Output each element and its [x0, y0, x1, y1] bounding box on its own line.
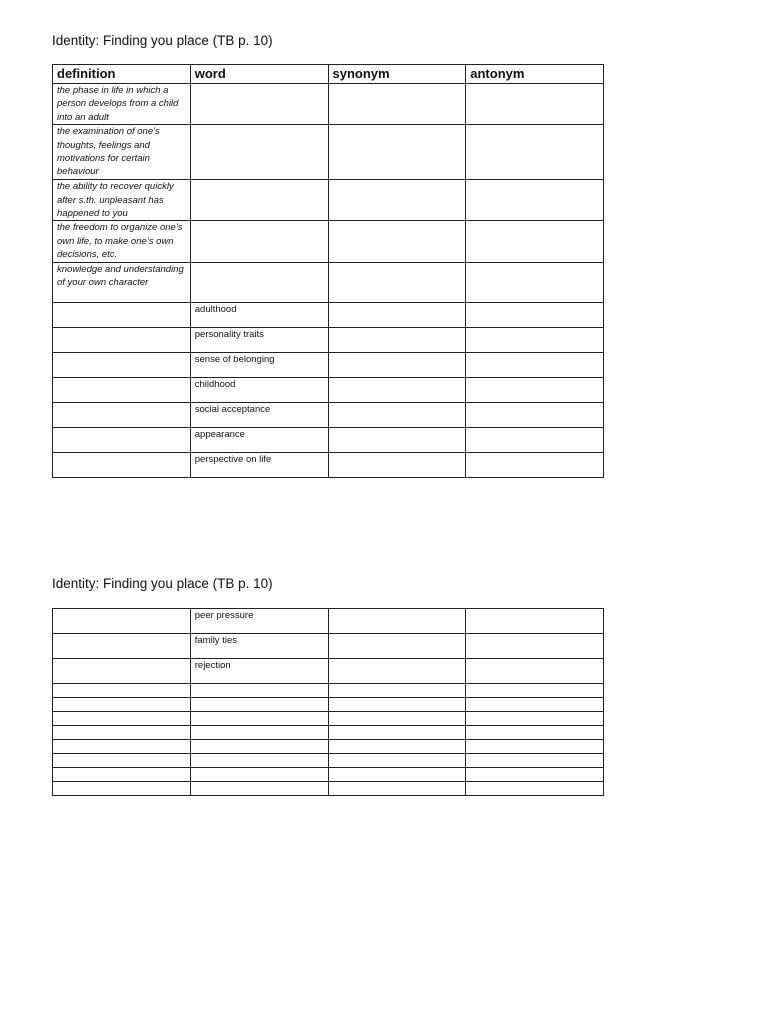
column-header-word: word — [190, 65, 328, 84]
synonym-cell[interactable] — [328, 768, 466, 782]
word-cell: adulthood — [190, 302, 328, 327]
definition-cell[interactable] — [53, 698, 191, 712]
synonym-cell[interactable] — [328, 352, 466, 377]
antonym-cell[interactable] — [466, 377, 604, 402]
word-cell: rejection — [190, 659, 328, 684]
table-row — [53, 125, 604, 180]
blank-table-row — [53, 768, 604, 782]
table-row — [53, 609, 604, 634]
table-row — [53, 634, 604, 659]
vocabulary-table-2 — [52, 608, 604, 796]
synonym-cell[interactable] — [328, 659, 466, 684]
definition-cell[interactable] — [53, 768, 191, 782]
blank-table-row — [53, 740, 604, 754]
definition-cell[interactable] — [53, 352, 191, 377]
synonym-cell[interactable] — [328, 302, 466, 327]
synonym-cell[interactable] — [328, 84, 466, 125]
antonym-cell[interactable] — [466, 726, 604, 740]
vocabulary-table-1 — [52, 64, 604, 478]
synonym-cell[interactable] — [328, 262, 466, 302]
table-row — [53, 327, 604, 352]
word-cell[interactable] — [190, 180, 328, 221]
blank-table-row — [53, 754, 604, 768]
definition-cell[interactable] — [53, 659, 191, 684]
table-row — [53, 302, 604, 327]
blank-table-row — [53, 698, 604, 712]
definition-cell[interactable] — [53, 302, 191, 327]
synonym-cell[interactable] — [328, 125, 466, 180]
section-1-title: Identity: Finding you place (TB p. 10) — [52, 33, 273, 48]
column-header-antonym: antonym — [466, 65, 604, 84]
table-row — [53, 262, 604, 302]
word-cell: sense of belonging — [190, 352, 328, 377]
word-cell: social acceptance — [190, 402, 328, 427]
word-cell: peer pressure — [190, 609, 328, 634]
synonym-cell[interactable] — [328, 754, 466, 768]
antonym-cell[interactable] — [466, 740, 604, 754]
word-cell[interactable] — [190, 684, 328, 698]
word-cell[interactable] — [190, 221, 328, 262]
synonym-cell[interactable] — [328, 327, 466, 352]
table-row — [53, 352, 604, 377]
antonym-cell[interactable] — [466, 180, 604, 221]
blank-table-row — [53, 726, 604, 740]
definition-cell: knowledge and understanding of your own character — [53, 262, 191, 302]
antonym-cell[interactable] — [466, 634, 604, 659]
definition-cell[interactable] — [53, 609, 191, 634]
definition-cell[interactable] — [53, 782, 191, 796]
antonym-cell[interactable] — [466, 684, 604, 698]
word-cell[interactable] — [190, 698, 328, 712]
antonym-cell[interactable] — [466, 302, 604, 327]
blank-table-row — [53, 782, 604, 796]
antonym-cell[interactable] — [466, 84, 604, 125]
synonym-cell[interactable] — [328, 634, 466, 659]
word-cell: perspective on life — [190, 452, 328, 477]
synonym-cell[interactable] — [328, 712, 466, 726]
antonym-cell[interactable] — [466, 698, 604, 712]
word-cell[interactable] — [190, 782, 328, 796]
synonym-cell[interactable] — [328, 180, 466, 221]
antonym-cell[interactable] — [466, 754, 604, 768]
synonym-cell[interactable] — [328, 684, 466, 698]
column-header-definition: definition — [53, 65, 191, 84]
column-header-synonym: synonym — [328, 65, 466, 84]
antonym-cell[interactable] — [466, 125, 604, 180]
definition-cell[interactable] — [53, 427, 191, 452]
word-cell: appearance — [190, 427, 328, 452]
definition-cell: the phase in life in which a person develops from a child into an adult — [53, 84, 191, 125]
antonym-cell[interactable] — [466, 402, 604, 427]
word-cell[interactable] — [190, 754, 328, 768]
table-row — [53, 402, 604, 427]
definition-cell[interactable] — [53, 712, 191, 726]
antonym-cell[interactable] — [466, 768, 604, 782]
synonym-cell[interactable] — [328, 698, 466, 712]
definition-cell[interactable] — [53, 377, 191, 402]
antonym-cell[interactable] — [466, 452, 604, 477]
antonym-cell[interactable] — [466, 221, 604, 262]
definition-cell[interactable] — [53, 402, 191, 427]
section-2-title: Identity: Finding you place (TB p. 10) — [52, 576, 273, 591]
definition-cell: the freedom to organize one’s own life, to make one’s own decisions, etc. — [53, 221, 191, 262]
word-cell[interactable] — [190, 768, 328, 782]
definition-cell[interactable] — [53, 684, 191, 698]
definition-cell[interactable] — [53, 634, 191, 659]
synonym-cell[interactable] — [328, 726, 466, 740]
word-cell[interactable] — [190, 84, 328, 125]
synonym-cell[interactable] — [328, 427, 466, 452]
table-row — [53, 452, 604, 477]
antonym-cell[interactable] — [466, 659, 604, 684]
antonym-cell[interactable] — [466, 352, 604, 377]
word-cell: family ties — [190, 634, 328, 659]
antonym-cell[interactable] — [466, 427, 604, 452]
word-cell[interactable] — [190, 726, 328, 740]
blank-table-row — [53, 684, 604, 698]
antonym-cell[interactable] — [466, 712, 604, 726]
synonym-cell[interactable] — [328, 782, 466, 796]
antonym-cell[interactable] — [466, 782, 604, 796]
word-cell[interactable] — [190, 125, 328, 180]
antonym-cell[interactable] — [466, 327, 604, 352]
table-header-row — [53, 65, 604, 84]
table-row — [53, 84, 604, 125]
synonym-cell[interactable] — [328, 221, 466, 262]
synonym-cell[interactable] — [328, 377, 466, 402]
word-cell: childhood — [190, 377, 328, 402]
synonym-cell[interactable] — [328, 452, 466, 477]
definition-cell[interactable] — [53, 452, 191, 477]
antonym-cell[interactable] — [466, 609, 604, 634]
table-row — [53, 180, 604, 221]
table-row — [53, 659, 604, 684]
word-cell: personality traits — [190, 327, 328, 352]
blank-table-row — [53, 712, 604, 726]
table-row — [53, 427, 604, 452]
antonym-cell[interactable] — [466, 262, 604, 302]
definition-cell[interactable] — [53, 754, 191, 768]
definition-cell[interactable] — [53, 327, 191, 352]
word-cell[interactable] — [190, 262, 328, 302]
definition-cell[interactable] — [53, 726, 191, 740]
synonym-cell[interactable] — [328, 402, 466, 427]
synonym-cell[interactable] — [328, 740, 466, 754]
word-cell[interactable] — [190, 740, 328, 754]
synonym-cell[interactable] — [328, 609, 466, 634]
table-row — [53, 377, 604, 402]
definition-cell: the examination of one’s thoughts, feelings and motivations for certain behaviour — [53, 125, 191, 180]
word-cell[interactable] — [190, 712, 328, 726]
definition-cell[interactable] — [53, 740, 191, 754]
definition-cell: the ability to recover quickly after s.th. unpleasant has happened to you — [53, 180, 191, 221]
table-row — [53, 221, 604, 262]
